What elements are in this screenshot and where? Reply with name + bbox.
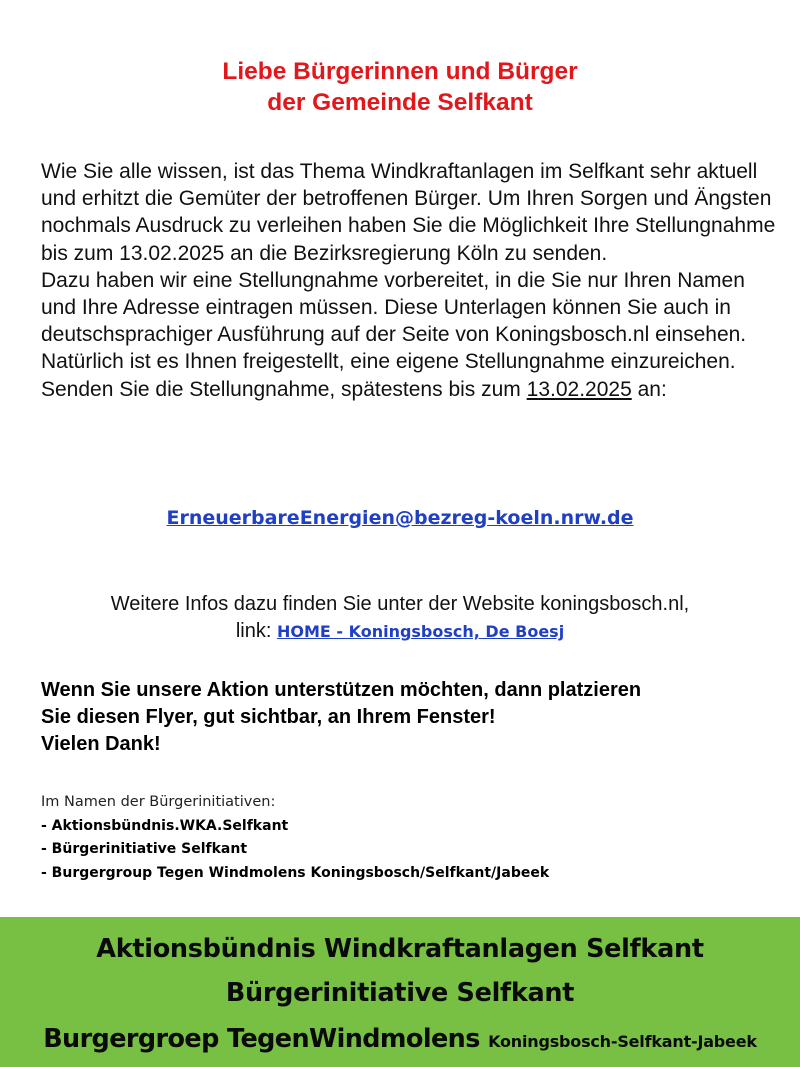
- more-info-text: Weitere Infos dazu finden Sie unter der Website koningsbosch.nl,: [110, 593, 690, 615]
- link-prefix: link:: [235, 620, 277, 642]
- body-text: [41, 158, 781, 403]
- more-info-link-line: [0, 618, 800, 645]
- paragraph-intro: Wie Sie alle wissen, ist das Thema Windkraftanlagen im Selfkant sehr aktuell und erhitzt die Gemüter der betroffenen Bürger. Um Ihren Sorgen und Ängsten nochmals Ausdruck zu verleihen haben Sie die Möglichkeit Ihre Stellungnahme bis zum 13.02.2025 an die Bezirksregierung Köln zu senden.: [41, 160, 776, 265]
- banner-line-1: Aktionsbündnis Windkraftanlagen Selfkant: [96, 934, 704, 964]
- banner-line-3-main: Burgergroep TegenWindmolens: [43, 1024, 489, 1054]
- heading-line-1: Liebe Bürgerinnen und Bürger: [222, 58, 578, 85]
- signature-item: - Bürgerinitiative Selfkant: [41, 841, 248, 857]
- send-suffix: an:: [631, 377, 667, 401]
- more-info: [0, 591, 800, 645]
- banner-line-3: [0, 1019, 800, 1062]
- website-link[interactable]: HOME - Koningsbosch, De Boesj: [276, 622, 565, 641]
- signature-item: - Burgergroup Tegen Windmolens Koningsbosch/Selfkant/Jabeek: [41, 864, 550, 881]
- send-prefix: Senden Sie die Stellungnahme, spätestens bis zum: [41, 377, 527, 401]
- signature-item: - Aktionsbündnis.WKA.Selfkant: [41, 817, 289, 834]
- appeal-text: [41, 677, 791, 758]
- appeal-line-3: Vielen Dank!: [41, 733, 161, 755]
- signature-intro: Im Namen der Bürgerinitiativen:: [41, 794, 276, 810]
- footer-banner: [0, 917, 800, 1067]
- appeal-line-1: Wenn Sie unsere Aktion unterstützen möchten, dann platzieren: [41, 679, 642, 701]
- page-heading: [0, 56, 800, 118]
- appeal-line-2: Sie diesen Flyer, gut sichtbar, an Ihrem Fenster!: [41, 706, 496, 728]
- send-date: 13.02.2025: [526, 377, 632, 401]
- paragraph-prepared-statement: Dazu haben wir eine Stellungnahme vorbereitet, in die Sie nur Ihren Namen und Ihre Adresse eintragen müssen. Diese Unterlagen können Sie auch in deutschsprachiger Ausführung auf der Seite von Koningsbosch.nl einsehen.: [41, 268, 747, 347]
- email-link[interactable]: ErneuerbareEnergien@bezreg-koeln.nrw.de: [166, 507, 634, 529]
- paragraph-send-instruction: [41, 376, 781, 403]
- paragraph-own-statement: Natürlich ist es Ihnen freigestellt, eine eigene Stellungnahme einzureichen.: [41, 350, 736, 374]
- signature-block: [41, 791, 781, 885]
- banner-line-3-small: Koningsbosch-Selfkant-Jabeek: [488, 1032, 757, 1051]
- banner-line-2: Bürgerinitiative Selfkant: [225, 978, 575, 1008]
- heading-line-2: der Gemeinde Selfkant: [267, 89, 533, 116]
- email-line: [0, 503, 800, 533]
